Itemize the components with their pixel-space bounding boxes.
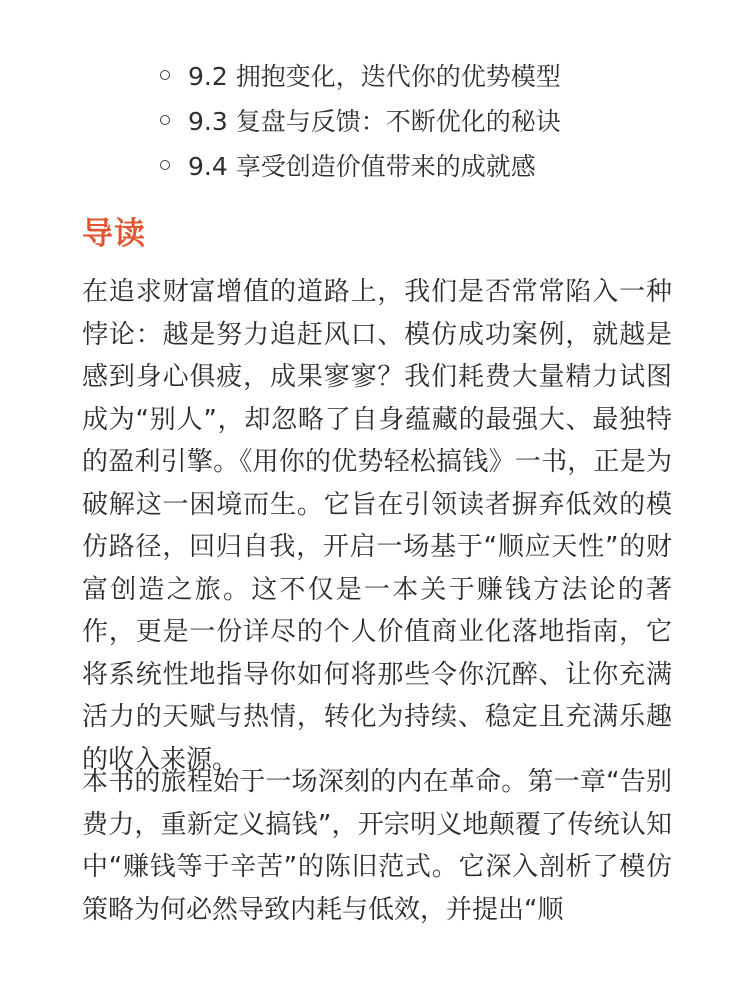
toc-item-label: 9.3 复盘与反馈：不断优化的秘诀 (188, 106, 561, 136)
body-paragraph: 在追求财富增值的道路上，我们是否常常陷入一种悖论：越是努力追赶风口、模仿成功案例，就越是感到身心俱疲，成果寥寥？我们耗费大量精力试图成为“别人”，却忽略了自身蕴藏的最强大、最独特的盈利引擎。《用你的优势轻松搞钱》一书，正是为破解这一困境而生。它旨在引领读者摒弃低效的模仿路径，回归自我，开启一场基于“顺应天性”的财富创造之旅。这不仅是一本关于赚钱方法论的著作，更是一份详尽的个人价值商业化落地指南，它将系统性地指导你如何将那些令你沉醉、让你充满活力的天赋与热情，转化为持续、稳定且充满乐趣的收入来源。 (82, 277, 672, 775)
toc-item (160, 52, 720, 97)
table-of-contents-list (160, 52, 720, 187)
circle-bullet-icon (160, 160, 170, 170)
circle-bullet-icon (160, 70, 170, 80)
circle-bullet-icon (160, 115, 170, 125)
toc-item (160, 97, 720, 142)
body-paragraph: 本书的旅程始于一场深刻的内在革命。第一章“告别费力，重新定义搞钱”，开宗明义地颠覆了传统认知中“赚钱等于辛苦”的陈旧范式。它深入剖析了模仿策略为何必然导致内耗与低效，并提出“顺 (82, 767, 672, 925)
toc-item-label: 9.2 拥抱变化，迭代你的优势模型 (188, 61, 561, 91)
toc-item-label: 9.4 享受创造价值带来的成就感 (188, 151, 536, 181)
toc-item (160, 142, 720, 187)
section-heading: 导读 (82, 216, 146, 252)
